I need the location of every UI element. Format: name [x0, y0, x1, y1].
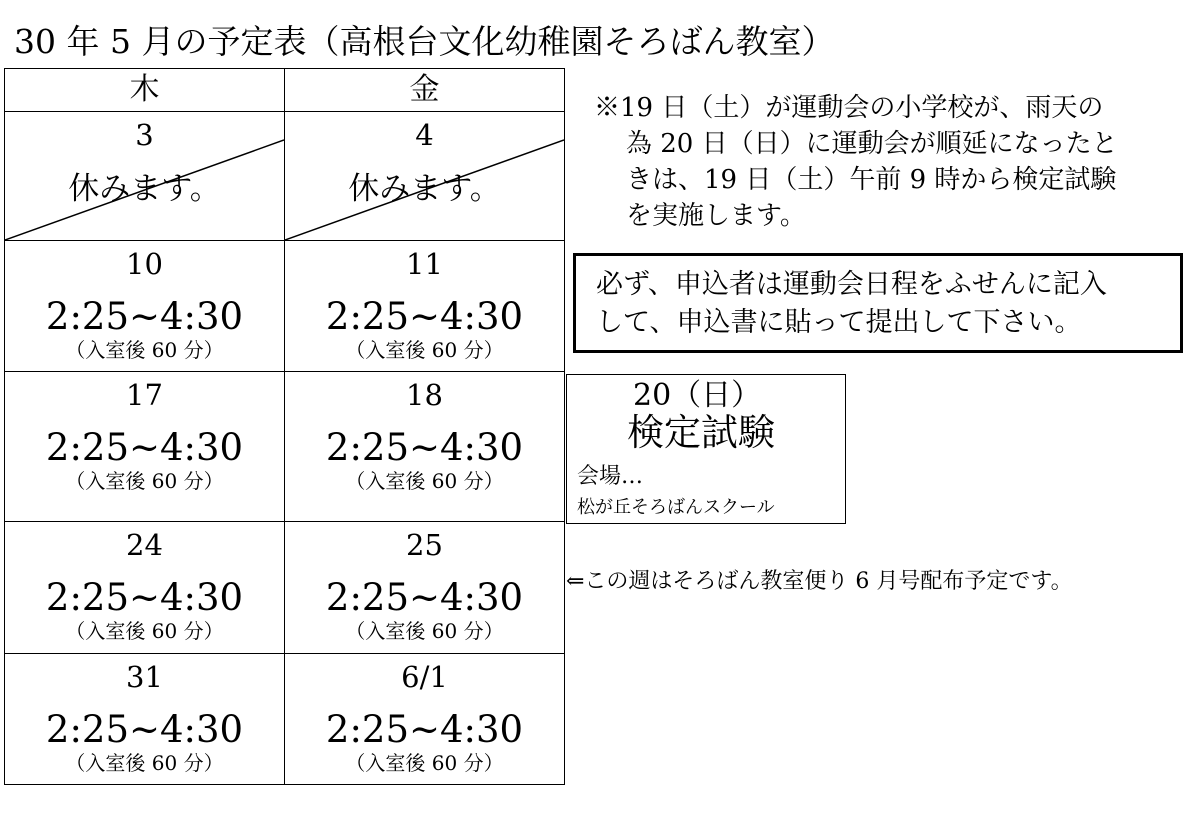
duration-note: （入室後 60 分） [345, 751, 504, 775]
rain-notice-line: を実施します。 [626, 201, 806, 231]
submission-notice-box [573, 253, 1183, 353]
day-cell-fri [285, 241, 565, 372]
day-cell-thu [5, 654, 285, 785]
day-cell-fri [285, 372, 565, 522]
exam-venue: 松が丘そろばんスクール [577, 497, 775, 518]
day-cell-fri [285, 654, 565, 785]
day-number: 6/1 [401, 660, 448, 694]
day-number: 4 [415, 118, 434, 152]
table-row [5, 522, 565, 654]
time-range: 2:25~4:30 [325, 576, 524, 619]
time-range: 2:25~4:30 [325, 426, 524, 469]
rain-notice-line: 為 20 日（日）に運動会が順延になったと [626, 129, 1118, 159]
exam-title: 検定試験 [627, 411, 775, 454]
day-cell-fri [285, 522, 565, 654]
time-range: 2:25~4:30 [45, 708, 244, 751]
strike-line [285, 112, 564, 240]
exam-box [566, 374, 846, 524]
duration-note: （入室後 60 分） [65, 619, 224, 643]
time-range: 2:25~4:30 [45, 295, 244, 338]
day-cell-thu [5, 241, 285, 372]
header-friday: 金 [285, 69, 565, 112]
day-cell-thu [5, 372, 285, 522]
day-number: 10 [126, 247, 163, 281]
day-number: 25 [406, 528, 443, 562]
exam-venue-label: 会場… [577, 464, 644, 489]
rain-notice-line: ※19 日（土）が運動会の小学校が、雨天の [594, 93, 1104, 123]
submission-notice-line: 必ず、申込者は運動会日程をふせんに記入 [596, 269, 1107, 300]
duration-note: （入室後 60 分） [65, 751, 224, 775]
calendar-table [4, 68, 565, 785]
table-row [5, 112, 565, 241]
day-cell-fri [285, 112, 565, 241]
duration-note: （入室後 60 分） [345, 619, 504, 643]
day-number: 18 [406, 378, 443, 412]
day-cell-thu [5, 522, 285, 654]
table-row [5, 654, 565, 785]
day-cell-thu [5, 112, 285, 241]
rain-notice [594, 90, 1194, 234]
table-row [5, 372, 565, 522]
day-number: 31 [126, 660, 163, 694]
day-number: 3 [135, 118, 154, 152]
strike-line [5, 112, 284, 240]
exam-date: 20（日） [633, 378, 762, 413]
rain-notice-line: きは、19 日（土）午前 9 時から検定試験 [626, 165, 1117, 195]
submission-notice-line: して、申込書に貼って提出して下さい。 [596, 307, 1082, 338]
time-range: 2:25~4:30 [325, 708, 524, 751]
table-row [5, 241, 565, 372]
day-number: 11 [406, 247, 443, 281]
time-range: 2:25~4:30 [45, 426, 244, 469]
newsletter-note: ⇐この週はそろばん教室便り 6 月号配布予定です。 [566, 569, 1073, 594]
duration-note: （入室後 60 分） [345, 338, 504, 362]
time-range: 2:25~4:30 [325, 295, 524, 338]
closed-text: 休みます。 [68, 171, 221, 207]
page-title: 30 年 5 月の予定表（高根台文化幼稚園そろばん教室） [14, 22, 835, 61]
closed-text: 休みます。 [348, 171, 501, 207]
time-range: 2:25~4:30 [45, 576, 244, 619]
day-number: 24 [126, 528, 163, 562]
header-row [5, 69, 565, 112]
day-number: 17 [126, 378, 163, 412]
duration-note: （入室後 60 分） [345, 469, 504, 493]
duration-note: （入室後 60 分） [65, 338, 224, 362]
duration-note: （入室後 60 分） [65, 469, 224, 493]
header-thursday: 木 [5, 69, 285, 112]
